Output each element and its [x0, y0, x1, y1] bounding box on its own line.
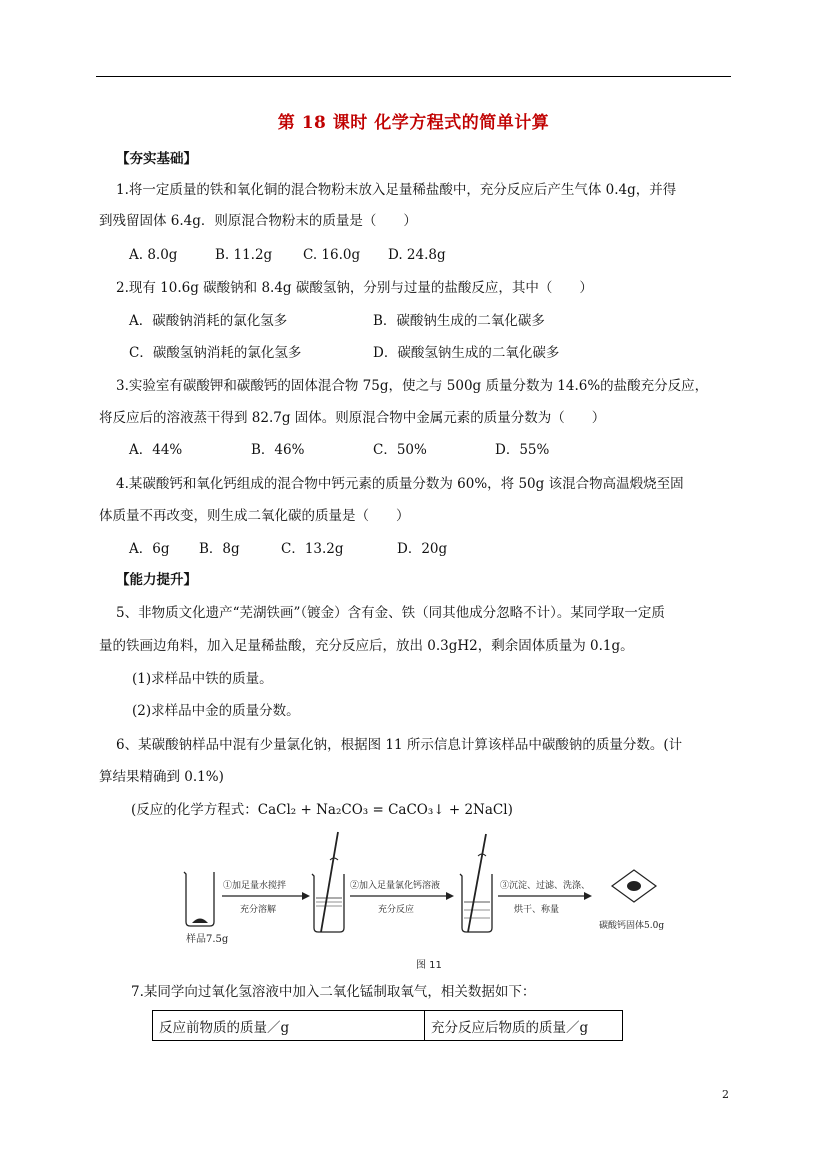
product-label: 碳酸钙固体5.0g: [599, 921, 665, 931]
data-table: [152, 1010, 623, 1041]
q6-equation: (反应的化学方程式：CaCl₂ + Na₂CO₃ = CaCO₃↓ + 2NaCl): [131, 802, 513, 818]
q4-option-b: B．8g: [199, 541, 240, 557]
sample-solid: [192, 919, 208, 924]
q1-option-b: B. 11.2g: [215, 247, 273, 263]
section-heading-advanced: 【能力提升】: [116, 572, 197, 588]
q5-line1: 5、非物质文化遗产“芜湖铁画”（镀金）含有金、铁（同其他成分忽略不计）。某同学取一定质: [116, 605, 665, 621]
sample-label: 样品7.5g: [186, 934, 229, 945]
page-title: 第 18 课时 化学方程式的简单计算: [277, 113, 550, 133]
page-number: 2: [722, 1088, 729, 1101]
q2-option-b: B．碳酸钠生成的二氧化碳多: [373, 313, 545, 329]
calcium-carbonate-solid: [627, 881, 641, 891]
q1-line2: 到残留固体 6.4g．则原混合物粉末的质量是（ ）: [99, 213, 417, 229]
header-rule: [96, 76, 731, 77]
arrow-2-head: [446, 892, 454, 900]
step3-top-label: ③沉淀、过滤、洗涤、: [500, 881, 591, 891]
q5-sub2: (2)求样品中金的质量分数。: [132, 703, 300, 719]
q2-option-c: C．碳酸氢钠消耗的氯化氢多: [129, 345, 302, 361]
q5-sub1: (1)求样品中铁的质量。: [132, 671, 273, 687]
q2-line1: 2.现有 10.6g 碳酸钠和 8.4g 碳酸氢钠，分别与过量的盐酸反应，其中（ ）: [116, 280, 593, 296]
q3-option-a: A．44%: [129, 442, 183, 458]
step2-bottom-label: 充分反应: [378, 905, 415, 915]
section-heading-basic: 【夯实基础】: [116, 151, 197, 167]
q3-option-b: B．46%: [251, 442, 305, 458]
beaker-3: [460, 834, 492, 932]
q1-option-d: D. 24.8g: [388, 247, 446, 263]
experiment-figure: [178, 830, 678, 980]
arrow-1-head: [302, 892, 310, 900]
q6-line1: 6、某碳酸钠样品中混有少量氯化钠，根据图 11 所示信息计算该样品中碳酸钠的质量分数。(计: [116, 737, 683, 753]
step2-top-label: ②加入足量氯化钙溶液: [350, 881, 441, 891]
q2-option-a: A．碳酸钠消耗的氯化氢多: [129, 313, 288, 329]
q6-line2: 算结果精确到 0.1%): [99, 769, 224, 785]
q3-line1: 3.实验室有碳酸钾和碳酸钙的固体混合物 75g，使之与 500g 质量分数为 14.6%的盐酸充分反应，: [116, 378, 709, 394]
q3-line2: 将反应后的溶液蒸干得到 82.7g 固体。则原混合物中金属元素的质量分数为（ ）: [99, 410, 606, 426]
table-header-after: 充分反应后物质的质量／g: [431, 1020, 589, 1036]
table-header-before: 反应前物质的质量／g: [153, 1011, 425, 1040]
q4-option-d: D．20g: [397, 541, 448, 557]
beaker-2: [312, 832, 344, 932]
q5-line2: 量的铁画边角料，加入足量稀盐酸，充分反应后，放出 0.3gH2，剩余固体质量为 0.1g。: [99, 638, 634, 654]
q4-option-c: C．13.2g: [281, 541, 344, 557]
q4-line1: 4.某碳酸钙和氧化钙组成的混合物中钙元素的质量分数为 60%，将 50g 该混合物高温煅烧至固: [116, 476, 684, 492]
step1-bottom-label: 充分溶解: [240, 905, 277, 915]
q2-option-d: D．碳酸氢钠生成的二氧化碳多: [373, 345, 560, 361]
q1-option-a: A. 8.0g: [129, 247, 178, 263]
step1-top-label: ①加足量水搅拌: [223, 881, 287, 891]
q3-option-d: D．55%: [495, 442, 550, 458]
q4-option-a: A．6g: [129, 541, 170, 557]
beaker-1: [184, 872, 214, 926]
q3-option-c: C．50%: [373, 442, 427, 458]
figure-caption: 图 11: [416, 960, 442, 971]
q1-line1: 1.将一定质量的铁和氧化铜的混合物粉末放入足量稀盐酸中，充分反应后产生气体 0.4g，并得: [116, 182, 677, 198]
q4-line2: 体质量不再改变，则生成二氧化碳的质量是（ ）: [99, 508, 410, 524]
arrow-3-head: [584, 892, 592, 900]
q1-option-c: C. 16.0g: [303, 247, 361, 263]
step3-bottom-label: 烘干、称量: [514, 905, 560, 915]
q7-line1: 7.某同学向过氧化氢溶液中加入二氧化锰制取氧气，相关数据如下：: [131, 984, 536, 1000]
